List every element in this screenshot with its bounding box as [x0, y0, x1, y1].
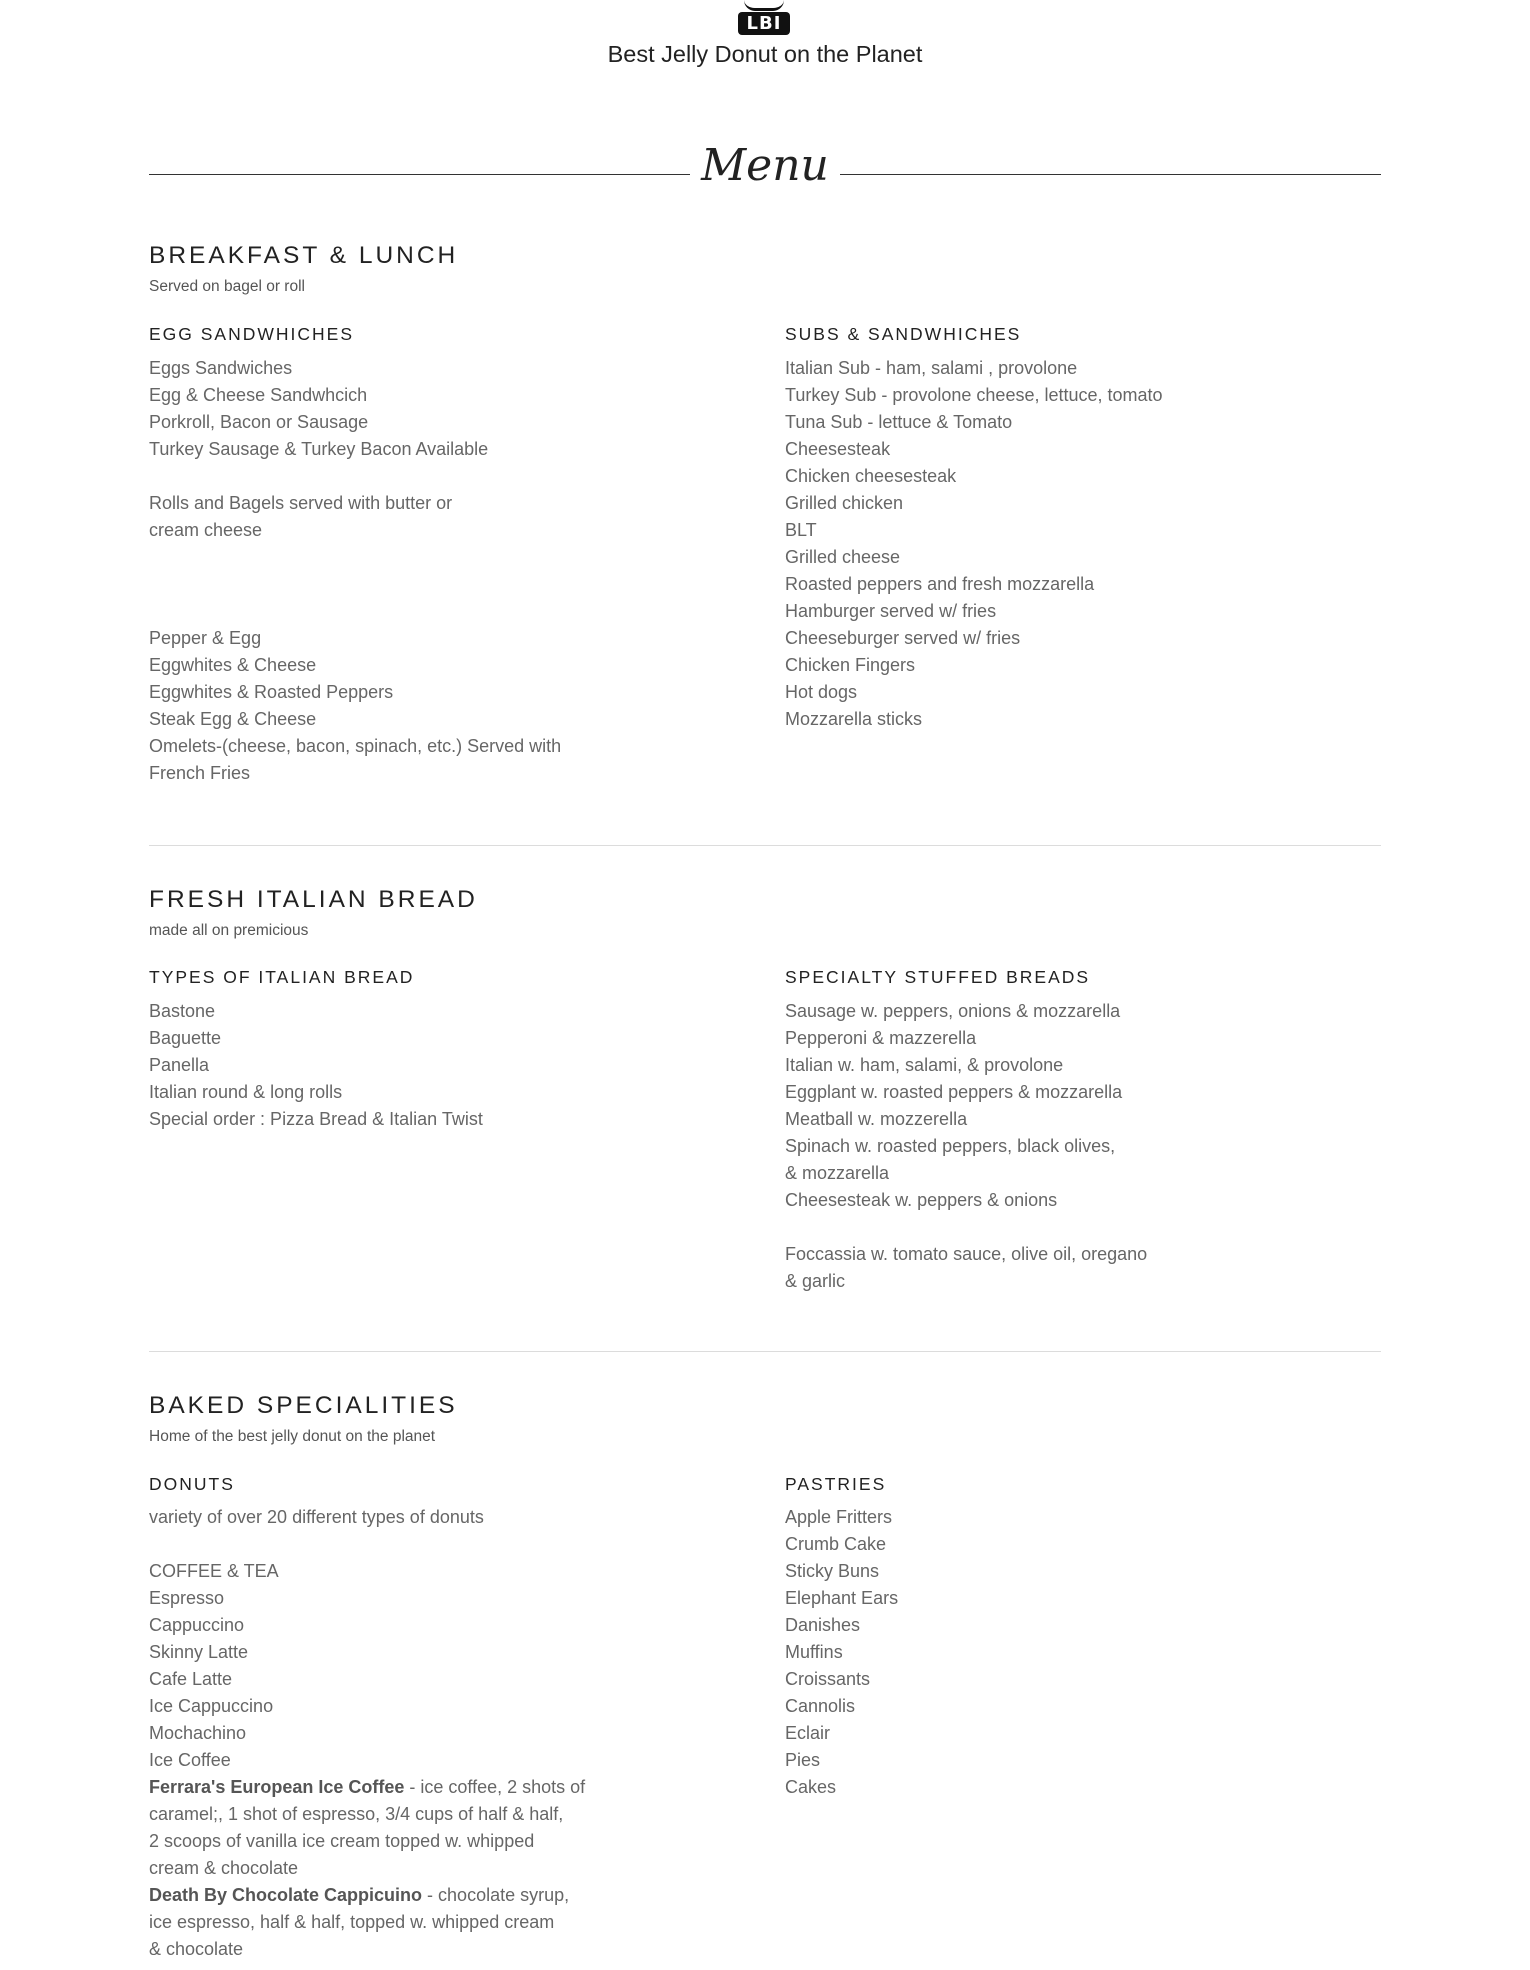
list-item: variety of over 20 different types of donuts — [149, 1507, 484, 1527]
list-item: Eggplant w. roasted peppers & mozzarella — [785, 1082, 1123, 1102]
list-item: Italian round & long rolls — [149, 1082, 343, 1102]
list-item: Sausage w. peppers, onions & mozzarella — [785, 1001, 1121, 1021]
list-item: Spinach w. roasted peppers, black olives, — [785, 1136, 1116, 1156]
list-item: Turkey Sub - provolone cheese, lettuce, tomato — [785, 385, 1163, 405]
list-item: caramel;, 1 shot of espresso, 3/4 cups of half & half, — [149, 1804, 564, 1824]
list-item: Foccassia w. tomato sauce, olive oil, oregano — [785, 1244, 1148, 1264]
section-subtitle-breakfast: Served on bagel or roll — [149, 278, 305, 295]
list-item: Eggwhites & Roasted Peppers — [149, 682, 394, 702]
list-item: Panella — [149, 1055, 210, 1075]
list-pastries — [785, 1504, 1285, 1801]
list-egg-sandwiches — [149, 355, 629, 787]
list-donuts-coffee — [149, 1504, 649, 1963]
list-types-italian-bread — [149, 998, 629, 1133]
list-item: Tuna Sub - lettuce & Tomato — [785, 412, 1013, 432]
logo-arc — [744, 0, 784, 11]
list-item: French Fries — [149, 763, 251, 783]
list-specialty-stuffed-breads — [785, 998, 1345, 1295]
list-item: Mozzarella sticks — [785, 709, 923, 729]
list-item: Espresso — [149, 1588, 225, 1608]
menu-title: Menu — [701, 140, 829, 191]
logo-badge: LBI — [738, 12, 790, 35]
list-item: BLT — [785, 520, 817, 540]
section-title-italian-bread: FRESH ITALIAN BREAD — [149, 886, 478, 913]
spacer — [149, 1531, 649, 1558]
list-item: Eclair — [785, 1723, 831, 1743]
heading-egg-sandwiches: EGG SANDWHICHES — [149, 324, 355, 344]
list-item: Chicken cheesesteak — [785, 466, 957, 486]
menu-rule-right — [840, 174, 1381, 175]
list-item: Sticky Buns — [785, 1561, 880, 1581]
special-drink-name: Death By Chocolate Cappicuino — [149, 1885, 423, 1905]
list-item: Porkroll, Bacon or Sausage — [149, 412, 369, 432]
spacer — [149, 463, 629, 490]
list-item: Grilled cheese — [785, 547, 901, 567]
list-item: Croissants — [785, 1669, 871, 1689]
heading-donuts: DONUTS — [149, 1474, 235, 1494]
section-subtitle-italian-bread: made all on premicious — [149, 922, 309, 939]
spacer — [785, 1214, 1345, 1241]
list-item: Muffins — [785, 1642, 843, 1662]
list-item: Cheesesteak — [785, 439, 891, 459]
list-item: Roasted peppers and fresh mozzarella — [785, 574, 1095, 594]
special-drink-desc: - ice coffee, 2 shots of — [404, 1777, 586, 1797]
list-item: Pepper & Egg — [149, 628, 262, 648]
list-item: Mochachino — [149, 1723, 247, 1743]
heading-specialty-stuffed-breads: SPECIALTY STUFFED BREADS — [785, 967, 1091, 987]
list-item: cream cheese — [149, 520, 263, 540]
list-item: Cheesesteak w. peppers & onions — [785, 1190, 1058, 1210]
list-item: Bastone — [149, 1001, 216, 1021]
list-item: Special order : Pizza Bread & Italian Twist — [149, 1109, 483, 1129]
list-item: Ice Coffee — [149, 1750, 231, 1770]
list-item: Turkey Sausage & Turkey Bacon Available — [149, 439, 489, 459]
heading-subs-sandwiches: SUBS & SANDWHICHES — [785, 324, 1022, 344]
section-subtitle-baked-specialities: Home of the best jelly donut on the planet — [149, 1428, 436, 1445]
list-item: Eggs Sandwiches — [149, 358, 293, 378]
list-item: Chicken Fingers — [785, 655, 916, 675]
list-item: Skinny Latte — [149, 1642, 249, 1662]
list-item: & garlic — [785, 1271, 846, 1291]
list-item: cream & chocolate — [149, 1858, 299, 1878]
section-title-breakfast: BREAKFAST & LUNCH — [149, 242, 459, 269]
list-item: Eggwhites & Cheese — [149, 655, 317, 675]
list-item: Danishes — [785, 1615, 861, 1635]
list-item: Meatball w. mozzerella — [785, 1109, 968, 1129]
logo — [738, 0, 790, 36]
section-title-baked-specialities: BAKED SPECIALITIES — [149, 1392, 458, 1419]
list-item: Cafe Latte — [149, 1669, 233, 1689]
list-item: Pepperoni & mazzerella — [785, 1028, 977, 1048]
list-item: Rolls and Bagels served with butter or — [149, 493, 453, 513]
section-divider — [149, 845, 1381, 846]
list-item: Omelets-(cheese, bacon, spinach, etc.) Served with — [149, 736, 562, 756]
list-item: Cakes — [785, 1777, 837, 1797]
list-item: Apple Fritters — [785, 1507, 893, 1527]
list-subs-sandwiches — [785, 355, 1345, 733]
list-item: Pies — [785, 1750, 821, 1770]
list-item: Steak Egg & Cheese — [149, 709, 317, 729]
list-item: Baguette — [149, 1028, 222, 1048]
list-item: Italian w. ham, salami, & provolone — [785, 1055, 1064, 1075]
tagline: Best Jelly Donut on the Planet — [607, 41, 923, 67]
list-item: COFFEE & TEA — [149, 1561, 279, 1581]
list-item: & mozzarella — [785, 1163, 890, 1183]
heading-types-italian-bread: TYPES OF ITALIAN BREAD — [149, 967, 415, 987]
section-divider — [149, 1351, 1381, 1352]
list-item: Egg & Cheese Sandwhcich — [149, 385, 368, 405]
spacer — [149, 544, 629, 625]
list-item: Ice Cappuccino — [149, 1696, 274, 1716]
list-item: Italian Sub - ham, salami , provolone — [785, 358, 1078, 378]
list-item: 2 scoops of vanilla ice cream topped w. whipped — [149, 1831, 535, 1851]
list-item: Hamburger served w/ fries — [785, 601, 997, 621]
special-drink-desc: - chocolate syrup, — [422, 1885, 570, 1905]
list-item: & chocolate — [149, 1939, 244, 1959]
menu-rule-left — [149, 174, 690, 175]
list-item: ice espresso, half & half, topped w. whipped cream — [149, 1912, 555, 1932]
list-item: Cheeseburger served w/ fries — [785, 628, 1021, 648]
list-item: Cappuccino — [149, 1615, 245, 1635]
list-item: Elephant Ears — [785, 1588, 899, 1608]
heading-pastries: PASTRIES — [785, 1474, 887, 1494]
list-item: Grilled chicken — [785, 493, 904, 513]
list-item: Cannolis — [785, 1696, 856, 1716]
list-item: Crumb Cake — [785, 1534, 887, 1554]
list-item: Hot dogs — [785, 682, 858, 702]
list-item — [149, 1882, 649, 1909]
list-item — [149, 1774, 649, 1801]
special-drink-name: Ferrara's European Ice Coffee — [149, 1777, 405, 1797]
